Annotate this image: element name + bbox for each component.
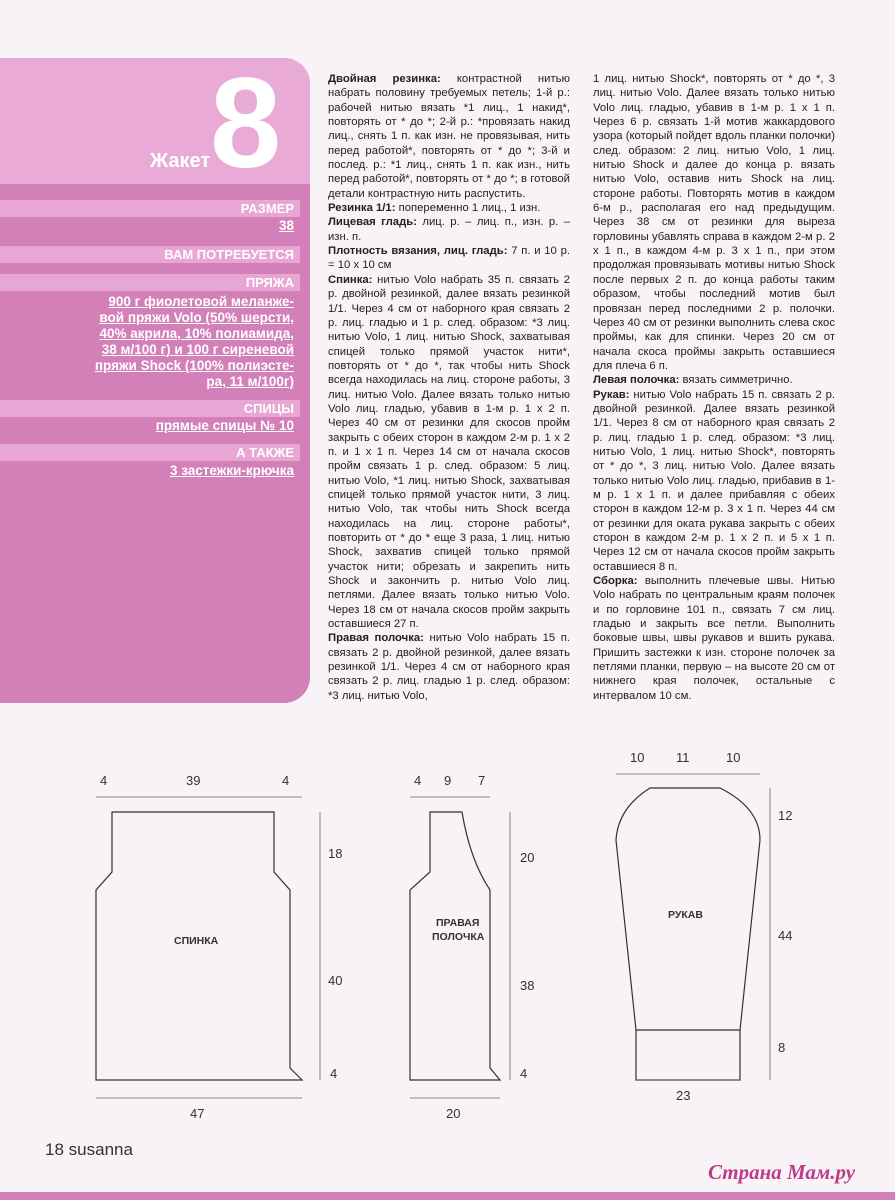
page-footer: 18 susanna (45, 1140, 133, 1159)
instructions-column-1: Двойная резинка: контрастной нитью набрать половину требуемых петель; 1-й р.: рабочей нитью вязать *1 лиц., 1 накид*, повторять от * до *; 2-й р.: *провязать накид лиц., снять 1 п. как изн. не провязывая, нить перед работой*, повторять от * до *; 3-й и послед. р.: *1 лиц., снять 1 п. как изн., нить перед работой*, повторять от * до *; в готовой детали контрастную нить распустить. Резинка 1/1: попеременно 1 лиц., 1 изн. Лицевая гладь: лиц. р. – лиц. п., изн. р. – изн. п. Плотность вязания, лиц. гладь: 7 п. и 10 р. = 10 х 10 см Спинка: нитью Volo набрать 35 п. связать 2 р. двойной резинкой, далее вязать резинкой 1/1. Через 4 см от наборного края связать 2 р. лиц. гладью и 1 р. след. образом: *3 лиц. нитью Volo, 1 лиц. нитью Shock, захватывая спицей только прямой участок нити*, повторять от * до *, так чтобы нить Shock всегда находилась на лиц. стороне работы, 3 лиц. нитью Volo. Далее вязать только нитью Volo лиц. гладью, убавив в 1-м р. 1 х 2 п. Через 40 см от резинки для скосов пройм закрыть с обеих сторон в каждом 2-м р. 1 х 2 п. и 1 х 1 п. Через 14 см от начала скосов пройм связать 1 р. след. образом: 5 лиц. нитью Volo, *1 лиц. нитью Shock, захватывая спицей только прямой участок нити, 3 лиц. нитью Volo, так чтобы нить Shock всегда находилась на лиц. стороне работы*, повторить от * до * еще 3 раза, 1 лиц. нитью Shock, захватив спицей только прямой участок нити; обрезать и закрепить нить Shock и закончить р. нитью Volo лиц. петлями. Далее вязать только нитью Volo. Через 18 см от начала скосов пройм закрыть оставшиеся 27 п. Правая полочка: нитью Volo набрать 15 п. связать 2 р. двойной резинкой, далее вязать резинкой 1/1. Через 4 см от наборного края связать 2 р. лиц. гладью 1 р. след. образом: *3 лиц. нитью Volo, (328, 73, 571, 702)
watermark-logo: Страна Мам.ру (708, 1160, 856, 1184)
front-dim: 7 (478, 773, 486, 788)
sleeve-dim: 11 (676, 750, 690, 765)
yarn-line: пряжи Shock (100% полиэсте- (94, 358, 294, 373)
back-dim: 4 (100, 773, 108, 788)
yarn-line: 40% акрила, 10% полиамида, (99, 326, 294, 341)
front-dim: 4 (520, 1066, 528, 1081)
back-dim: 47 (190, 1106, 205, 1121)
back-dim: 39 (186, 773, 201, 788)
back-label: СПИНКА (174, 935, 219, 947)
bottom-strip (0, 1192, 895, 1200)
yarn-line: 900 г фиолетовой меланже- (108, 294, 294, 309)
also-label: А ТАКЖЕ (0, 444, 300, 461)
front-label: ПОЛОЧКА (432, 931, 485, 943)
sleeve-dim: 10 (630, 750, 645, 765)
front-label: ПРАВАЯ (436, 917, 480, 929)
front-dim: 4 (414, 773, 422, 788)
front-dim: 9 (444, 773, 452, 788)
item-title: Жакет (150, 150, 211, 172)
front-shape (410, 812, 500, 1080)
size-label: РАЗМЕР (0, 200, 300, 217)
also-value: 3 застежки-крючка (170, 463, 294, 478)
size-value: 38 (278, 218, 294, 233)
sleeve-dim: 44 (778, 928, 793, 943)
yarn-label: ПРЯЖА (0, 274, 300, 291)
front-dim: 20 (446, 1106, 461, 1121)
front-dim: 38 (520, 978, 535, 993)
front-dim: 20 (520, 850, 535, 865)
sleeve-shape (616, 788, 760, 1080)
back-dim: 40 (328, 973, 343, 988)
sleeve-label: РУКАВ (668, 909, 703, 921)
item-number: 8 (210, 52, 282, 195)
sleeve-dim: 23 (676, 1088, 691, 1103)
yarn-line: вой пряжи Volo (50% шерсти, (99, 310, 294, 325)
back-dim: 4 (330, 1066, 338, 1081)
back-dim: 18 (328, 846, 343, 861)
instructions-column-2: 1 лиц. нитью Shock*, повторять от * до *, 3 лиц. нитью Volo. Далее вязать только нитью Volo лиц. гладью, убавив в 1-м р. 1 х 1 п. Через 6 р. связать 1-й мотив жаккардового узора (который пойдет вдоль планки полочки) след. образом: 2 лиц. нитью Volo, 1 лиц. нитью Shock и далее до конца р. вязать нитью Volo, оставив нить Shock на лиц. стороне работы. Повторять мотив в каждом 6-м р., располагая его над предыдущим. Через 38 см от резинки для выреза горловины убавлять справа в каждом 2-м р. 2 х 1 п., в каждом 4-м р. 3 х 1 п., при этом продолжая провязывать мотивы нитью Shock после первых 2 п. до конца работы таким образом, чтобы последний мотив был провязан перед последними 2 р. полочки. Через 40 см от резинки выполнить слева скос проймы, как для спинки. Через 20 см от начала скоса проймы закрыть оставшиеся для плеча 6 п. Левая полочка: вязать симметрично. Рукав: нитью Volo набрать 15 п. связать 2 р. двойной резинкой. Далее вязать резинкой 1/1. Через 8 см от наборного края связать 2 р. лиц. гладью 1 р. след. образом: *3 лиц. нитью Volo, 1 лиц. нитью Shock*, повторять от * до *, 3 лиц. нитью Volo. Далее вязать только нитью Volo лиц. гладью, прибавив в 1-м р. 1 х 1 п. и далее прибавляя с обеих сторон в каждом 12-м р. 3 х 1 п. Через 44 см от резинки для оката рукава закрыть с обеих сторон в каждом 2-м р. 1 х 2 п. и 5 х 1 п. Через 12 см от начала скосов пройм закрыть оставшиеся 8 п. Сборка: выполнить плечевые швы. Нитью Volo набрать по центральным краям полочек и по горловине 101 п., связать 7 см лиц. гладью и закрыть все петли. Выполнить боковые швы, швы рукавов и вшить рукава. Пришить застежки к изн. стороне полочек за петлями планки, первую – на высоте 20 см от нижнего края полочек, остальные с интервалом 10 см. (593, 73, 835, 702)
back-dim: 4 (282, 773, 290, 788)
needles-label: СПИЦЫ (0, 400, 300, 417)
need-label: ВАМ ПОТРЕБУЕТСЯ (0, 246, 300, 263)
sleeve-dim: 10 (726, 750, 741, 765)
yarn-line: ра, 11 м/100г) (206, 374, 294, 389)
needles-value: прямые спицы № 10 (155, 418, 294, 433)
sleeve-dim: 8 (778, 1040, 786, 1055)
yarn-line: 38 м/100 г) и 100 г сиреневой (101, 342, 294, 357)
sleeve-dim: 12 (778, 808, 793, 823)
